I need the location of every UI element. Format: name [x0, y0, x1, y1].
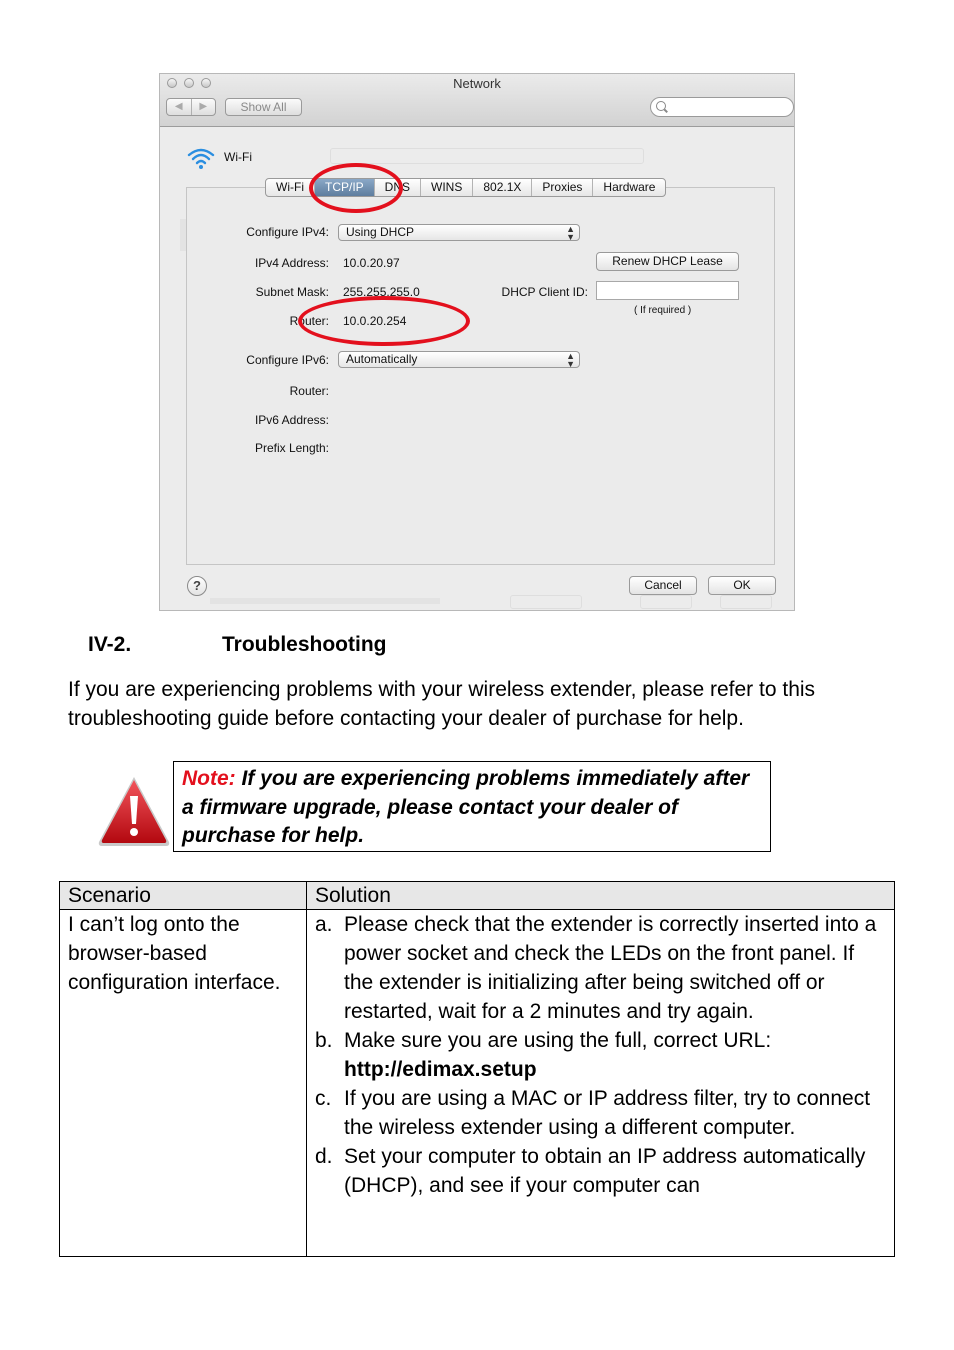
solution-item [315, 1026, 886, 1084]
window-titlebar [160, 74, 794, 127]
note-label: Note: [182, 767, 236, 790]
configure-ipv4-label: Configure IPv4: [246, 225, 329, 239]
renew-dhcp-lease-button[interactable]: Renew DHCP Lease [596, 252, 739, 271]
tab-tcpip[interactable]: TCP/IP [315, 179, 375, 196]
ipv4-address-label: IPv4 Address: [254, 256, 329, 270]
prefix-length-label: Prefix Length: [254, 441, 329, 455]
dhcp-client-id-input[interactable] [596, 281, 739, 300]
solution-text: If you are using a MAC or IP address filter, try to connect the wireless extender using a different computer. [344, 1087, 871, 1139]
solution-item [315, 1084, 886, 1142]
note-text: If you are experiencing problems immediately after a firmware upgrade, please contact your dealer of purchase for help. [182, 767, 750, 847]
window-title: Network [453, 76, 501, 91]
ok-button[interactable]: OK [708, 576, 776, 595]
solution-cell [307, 910, 895, 1257]
router-label: Router: [289, 314, 329, 328]
warning-icon [96, 774, 172, 848]
intro-paragraph: If you are experiencing problems with your wireless extender, please refer to this troubleshooting guide before contacting your dealer of purchase for help. [68, 678, 816, 730]
subnet-mask-label: Subnet Mask: [255, 285, 329, 299]
updown-arrows-icon: ▲ ▼ [566, 224, 575, 242]
configure-ipv6-label: Configure IPv6: [246, 353, 329, 367]
cancel-button[interactable]: Cancel [629, 576, 697, 595]
back-arrow-icon[interactable]: ◀ [167, 99, 192, 115]
note-box [173, 761, 771, 852]
solution-letter: d. [315, 1145, 333, 1168]
ipv6-address-label: IPv6 Address: [254, 413, 329, 427]
dhcp-client-id-label: DHCP Client ID: [501, 285, 588, 299]
solution-text: Make sure you are using the full, correct URL: [344, 1029, 772, 1052]
tab-wifi[interactable]: Wi-Fi [266, 179, 315, 196]
configure-ipv6-select[interactable] [338, 351, 580, 368]
solution-header: Solution [307, 882, 895, 910]
router-value: 10.0.20.254 [343, 314, 407, 328]
router-highlight-circle [298, 296, 470, 346]
if-required-hint: ( If required ) [634, 305, 692, 316]
table-header-row [60, 882, 895, 910]
updown-arrows-icon: ▲ ▼ [566, 351, 575, 369]
settings-panel [186, 187, 775, 565]
scenario-header: Scenario [60, 882, 307, 910]
tab-dns[interactable]: DNS [375, 179, 421, 196]
help-button[interactable]: ? [187, 576, 207, 596]
ipv4-address-value: 10.0.20.97 [343, 256, 400, 270]
ipv6-router-label: Router: [289, 384, 329, 398]
solution-letter: c. [315, 1087, 332, 1110]
section-number: IV-2. [88, 633, 132, 656]
configure-ipv4-select[interactable] [338, 224, 580, 241]
tab-8021x[interactable]: 802.1X [473, 179, 532, 196]
tab-hardware[interactable]: Hardware [603, 180, 656, 194]
solution-letter: b. [315, 1029, 333, 1052]
tcpip-highlight-circle [309, 163, 403, 213]
solution-text-with-url [344, 1026, 886, 1084]
wifi-icon [187, 146, 215, 170]
interface-name: Wi-Fi [224, 150, 252, 164]
configure-ipv4-value: Using DHCP [346, 225, 415, 239]
scenario-cell: I can’t log onto the browser-based configuration interface. [60, 910, 307, 1257]
solution-text: Please check that the extender is correctly inserted into a power socket and check the LEDs on the front panel. If the extender is initializing after being switched off or restarted, wait for a 2 minutes and try again. [344, 913, 877, 1023]
solution-item [315, 910, 886, 1026]
tab-proxies[interactable]: Proxies [532, 179, 593, 196]
search-input[interactable] [650, 97, 794, 117]
solution-item [315, 1142, 886, 1200]
configure-ipv6-value: Automatically [346, 352, 418, 366]
solution-letter: a. [315, 913, 333, 936]
section-title: Troubleshooting [222, 633, 387, 656]
troubleshooting-table [59, 881, 895, 1257]
show-all-button[interactable]: Show All [225, 98, 302, 116]
back-forward-buttons[interactable] [166, 98, 216, 116]
subnet-mask-value: 255.255.255.0 [343, 285, 420, 299]
setup-url-link[interactable]: http://edimax.setup [344, 1058, 537, 1081]
network-preferences-screenshot [159, 73, 795, 611]
solution-text: Set your computer to obtain an IP address automatically (DHCP), and see if your computer can [344, 1145, 866, 1197]
table-row [60, 910, 895, 1257]
tab-wins[interactable]: WINS [421, 179, 473, 196]
forward-arrow-icon[interactable]: ▶ [199, 101, 208, 112]
search-icon [656, 101, 666, 111]
